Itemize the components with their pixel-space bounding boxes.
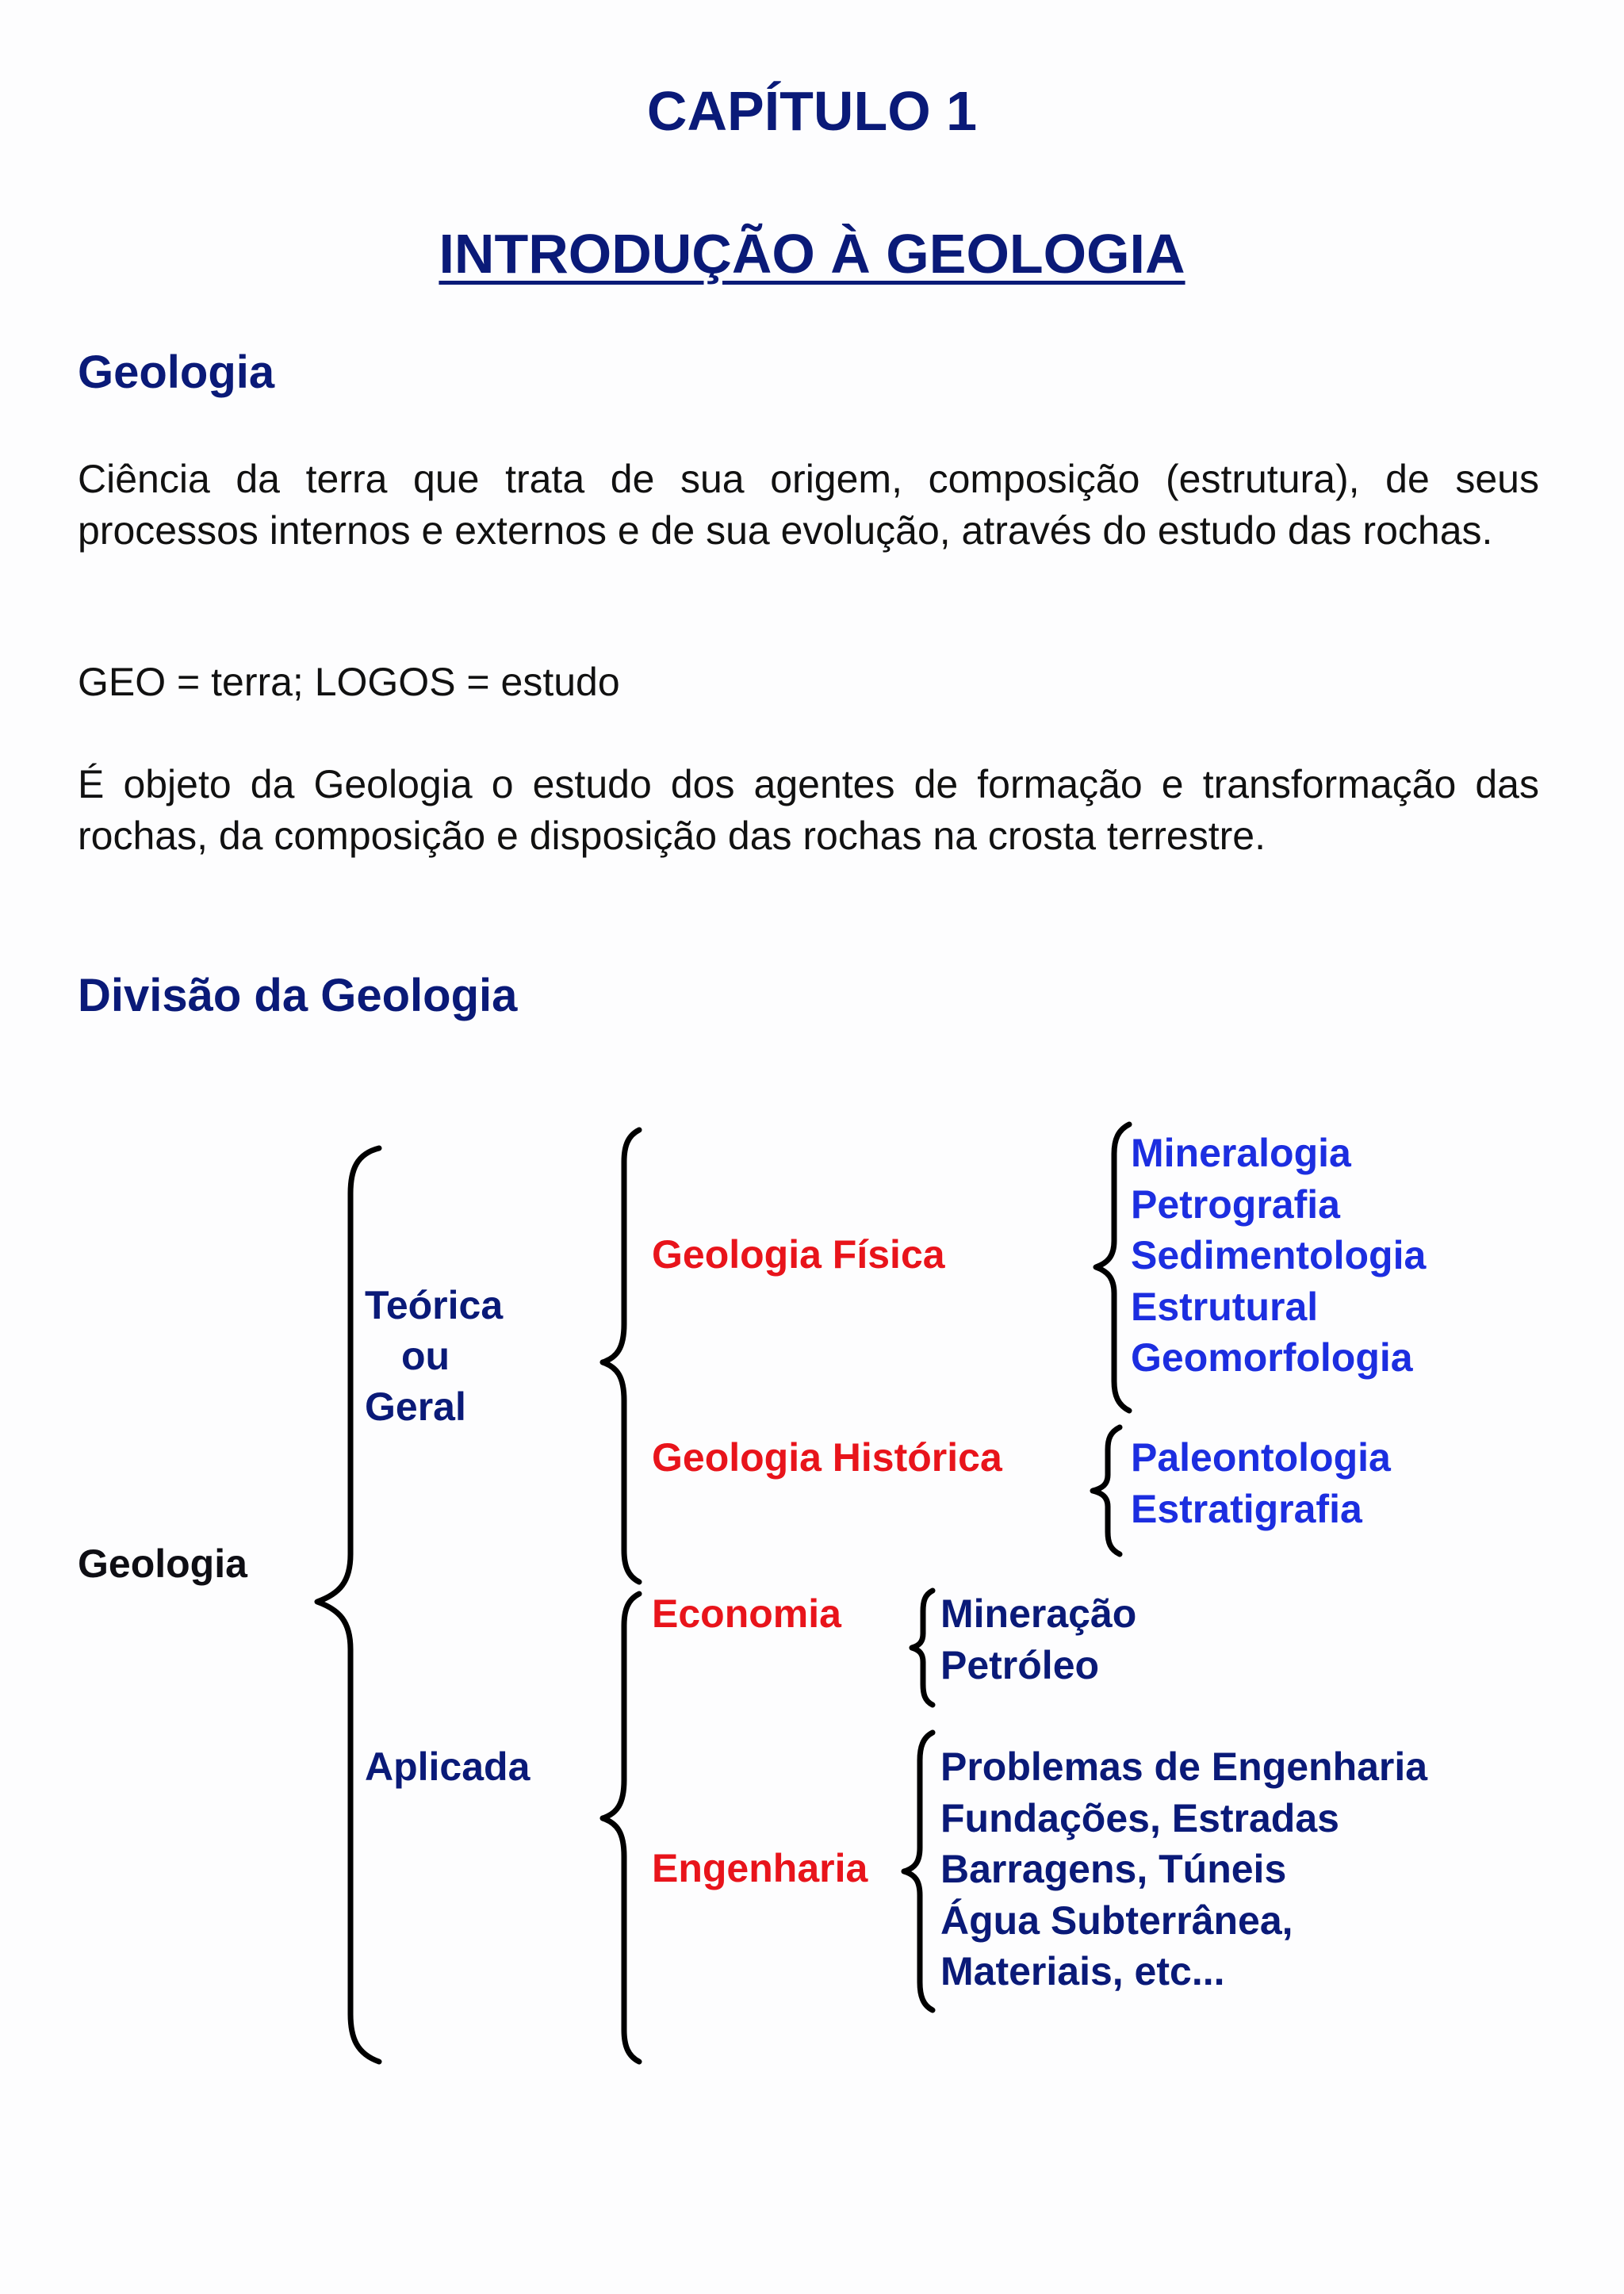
list-engenharia <box>940 1741 1427 1997</box>
node-teorica-line1: Teórica <box>365 1283 504 1327</box>
diagram-root-geologia: Geologia <box>78 1541 247 1586</box>
list-item: Estrutural <box>1131 1284 1319 1329</box>
list-item: Mineralogia <box>1131 1131 1351 1175</box>
page-title-text: INTRODUÇÃO À GEOLOGIA <box>439 223 1185 285</box>
list-item: Paleontologia <box>1131 1435 1391 1480</box>
list-item: Barragens, Túneis <box>940 1847 1287 1891</box>
node-geologia-fisica: Geologia Física <box>652 1232 945 1277</box>
definition-paragraph: Ciência da terra que trata de sua origem, composição (estrutura), de seus processos internos e externos e de sua evolução, através do estudo das rochas. <box>78 457 1539 553</box>
node-geologia-historica: Geologia Histórica <box>652 1435 1002 1480</box>
brace-engenharia <box>904 1733 933 2010</box>
brace-aplicada <box>603 1594 639 2062</box>
brace-fisica <box>1096 1124 1129 1411</box>
node-teorica-line3: Geral <box>365 1384 466 1429</box>
list-economia <box>940 1588 1136 1691</box>
list-item: Materiais, etc... <box>940 1949 1225 1993</box>
node-teorica <box>365 1280 503 1432</box>
list-historica <box>1131 1432 1391 1534</box>
object-paragraph: É objeto da Geologia o estudo dos agentes de formação e transformação das rochas, da composição e disposição das rochas na crosta terrestre. <box>78 762 1539 858</box>
list-item: Mineração <box>940 1591 1137 1636</box>
node-engenharia: Engenharia <box>652 1846 868 1890</box>
node-economia: Economia <box>652 1591 841 1636</box>
list-item: Água Subterrânea, <box>940 1898 1293 1943</box>
section-heading-divisao: Divisão da Geologia <box>78 970 518 1021</box>
section-heading-geologia: Geologia <box>78 347 275 398</box>
etymology-paragraph: GEO = terra; LOGOS = estudo <box>78 660 620 704</box>
list-item: Sedimentologia <box>1131 1233 1427 1277</box>
brace-economia <box>912 1591 933 1705</box>
list-item: Petrografia <box>1131 1181 1340 1227</box>
brace-teorica <box>603 1130 639 1582</box>
list-fisica <box>1131 1128 1426 1384</box>
node-aplicada: Aplicada <box>365 1744 530 1789</box>
brace-historica <box>1093 1427 1120 1554</box>
list-item: Estratigrafia <box>1131 1486 1362 1531</box>
node-teorica-line2: ou <box>401 1334 450 1378</box>
list-item: Geomorfologia <box>1131 1335 1413 1380</box>
list-item: Fundações, Estradas <box>940 1795 1339 1840</box>
list-item: Problemas de Engenharia <box>940 1744 1428 1789</box>
list-item: Petróleo <box>940 1642 1100 1687</box>
chapter-title: CAPÍTULO 1 <box>646 80 978 142</box>
